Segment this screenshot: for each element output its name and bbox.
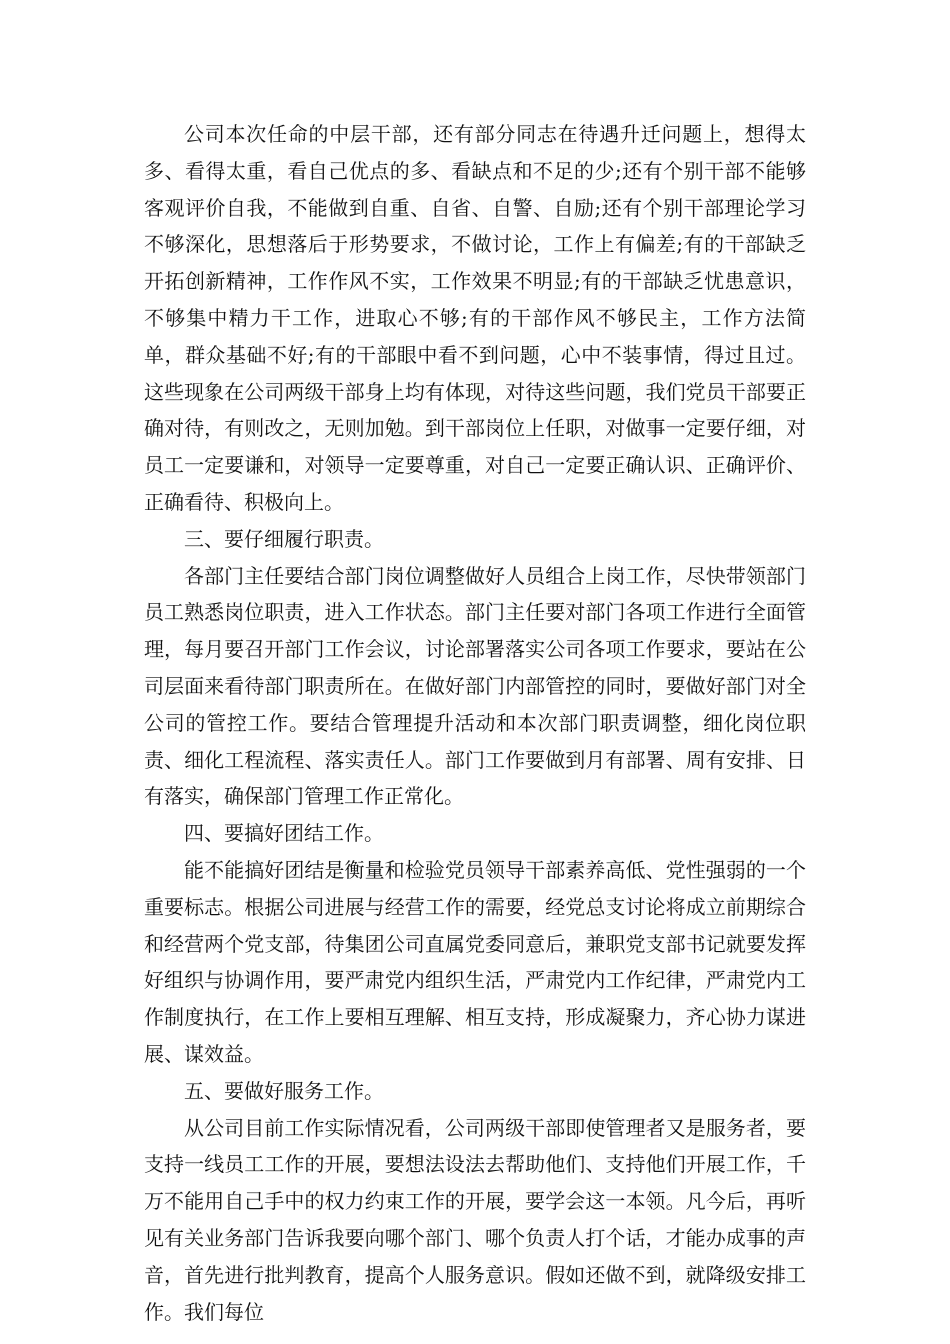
paragraph-cadre-issues: 公司本次任命的中层干部，还有部分同志在待遇升迁问题上，想得太多、看得太重，看自己优点的多、看缺点和不足的少;还有个别干部不能够客观评价自我，不能做到自重、自省、自警、自励;还有个别干部理论学习不够深化，思想落后于形势要求，不做讨论，工作上有偏差;有的干部缺乏开拓创新精神，工作作风不实，工作效果不明显;有的干部缺乏忧患意识，不够集中精力干工作，进取心不够;有的干部作风不够民主，工作方法简单，群众基础不好;有的干部眼中看不到问题，心中不装事情，得过且过。这些现象在公司两级干部身上均有体现，对待这些问题，我们党员干部要正确对待，有则改之，无则加勉。到干部岗位上任职，对做事一定要仔细，对员工一定要谦和，对领导一定要尊重，对自己一定要正确认识、正确评价、正确看待、积极向上。 (144, 122, 806, 514)
document-body (144, 116, 806, 1330)
heading-section-3: 三、要仔细履行职责。 (184, 526, 384, 551)
heading-section-4: 四、要搞好团结工作。 (184, 821, 384, 846)
paragraph-unity: 能不能搞好团结是衡量和检验党员领导干部素养高低、党性强弱的一个重要标志。根据公司进展与经营工作的需要，经党总支讨论将成立前期综合和经营两个党支部，待集团公司直属党委同意后，兼职党支部书记就要发挥好组织与协调作用，要严肃党内组织生活，严肃党内工作纪律，严肃党内工作制度执行，在工作上要相互理解、相互支持，形成凝聚力，齐心协力谋进展、谋效益。 (144, 857, 806, 1066)
paragraph-duties: 各部门主任要结合部门岗位调整做好人员组合上岗工作，尽快带领部门员工熟悉岗位职责，进入工作状态。部门主任要对部门各项工作进行全面管理，每月要召开部门工作会议，讨论部署落实公司各项工作要求，要站在公司层面来看待部门职责所在。在做好部门内部管控的同时，要做好部门对全公司的管控工作。要结合管理提升活动和本次部门职责调整，细化岗位职责、细化工程流程、落实责任人。部门工作要做到月有部署、周有安排、日有落实，确保部门管理工作正常化。 (144, 563, 806, 809)
paragraph-service: 从公司目前工作实际情况看，公司两级干部即使管理者又是服务者，要支持一线员工工作的开展，要想法设法去帮助他们、支持他们开展工作，千万不能用自己手中的权力约束工作的开展，要学会这一本领。凡今后，再听见有关业务部门告诉我要向哪个部门、哪个负责人打个话，才能办成事的声音，首先进行批判教育，提高个人服务意识。假如还做不到，就降级安排工作。我们每位 (144, 1115, 806, 1324)
heading-section-5: 五、要做好服务工作。 (184, 1078, 384, 1103)
